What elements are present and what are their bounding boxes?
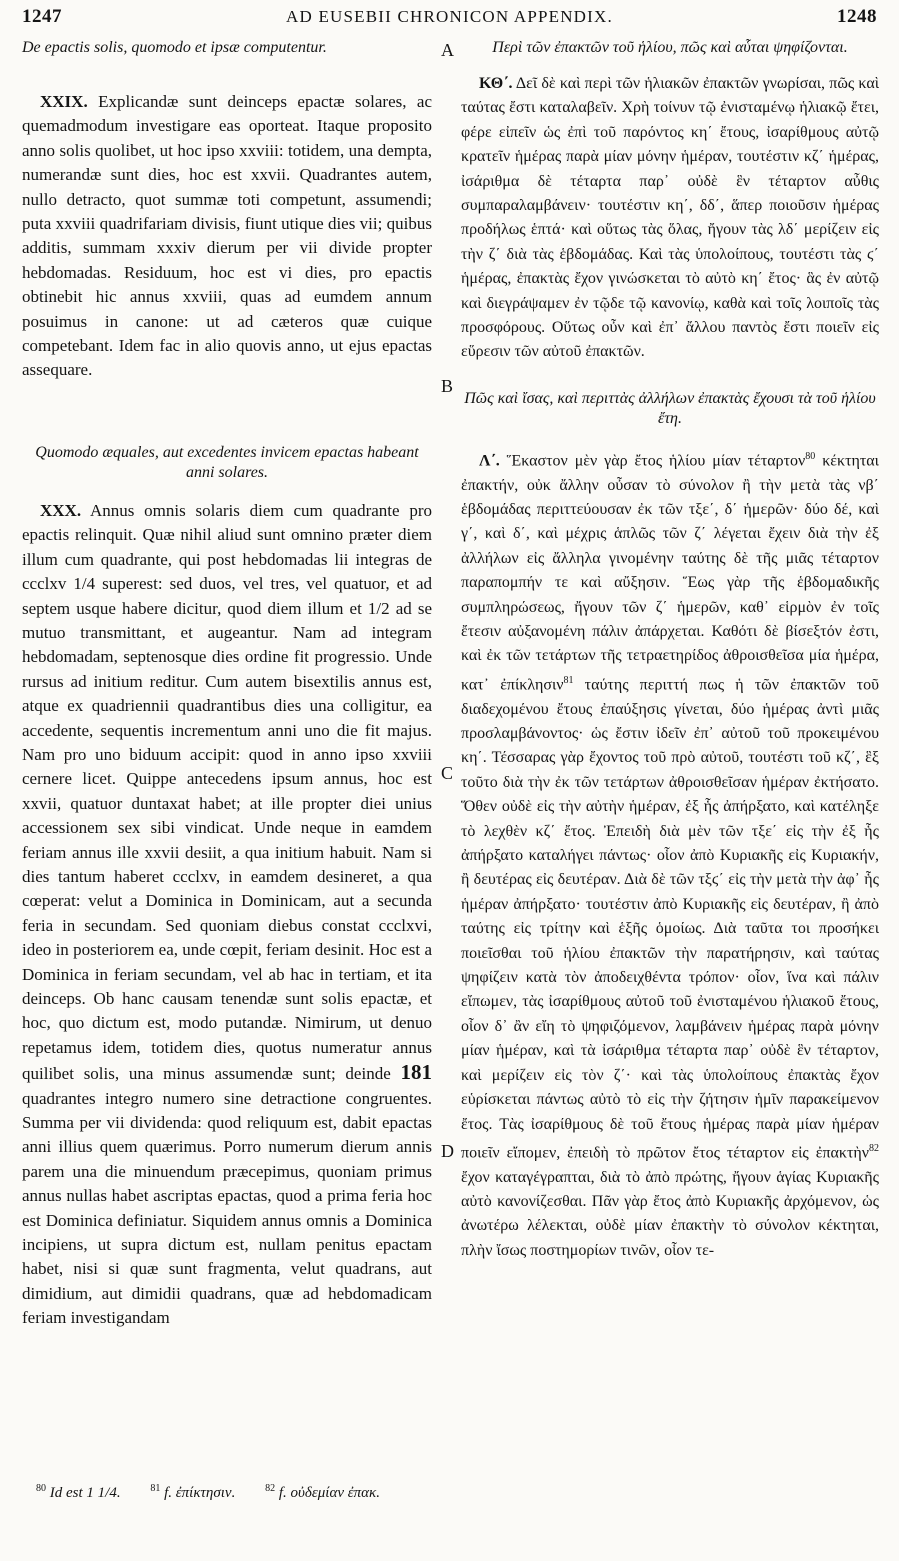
page-number-left: 1247 (22, 6, 62, 27)
footnote-number: 80 (36, 1483, 46, 1494)
latin-paragraph-30 (22, 499, 432, 1331)
paragraph-number: XXX. (40, 500, 82, 520)
paragraph-text: Ἕκαστον μὲν γὰρ ἔτος ἡλίου μίαν τέταρτον (499, 452, 806, 470)
footnote-number: 81 (150, 1483, 161, 1494)
footnote-text: f. οὐδεμίαν ἐπακ. (278, 1485, 380, 1501)
paragraph-text: quadrantes integro numero sine detractione congruentes. Summa per vii dividenda: quod reliquum est, dabit epactas anni illius quem quærimus. Porro numerum dierum annis parem una die minuendum præcepimus, quoniam primus annus nullas habet ascriptas epactas, quod a prima feria hoc est Dominica definiatur. Siquidem annus omnis a Dominica incipiens, ut supra dictum est, nullam penitus epactam habet, nisi si quæ sunt fragmenta, velut quadrans, aut dimidium, aut dimidii quadrans, quæ ad hebdomadicam feriam investigandam (22, 1088, 432, 1328)
footnote-ref-81[interactable]: 81 (563, 674, 574, 686)
footnote-ref-82[interactable]: 82 (869, 1142, 879, 1154)
footnote-ref-80[interactable]: 80 (805, 450, 816, 462)
paragraph-number: Λ΄. (479, 452, 500, 470)
margin-letter-b: B (441, 376, 454, 396)
footnote-81 (150, 1485, 235, 1501)
paragraph-text: ἔχον καταγέγραπται, διὰ τὸ ἀπὸ πρώτης, ἤγουν ἁγίας Κυριακῆς αὐτὸ κανονίζεσθαι. Πᾶν γὰρ ἔτος ἀπὸ Κυριακῆς ἀρχόμενον, ὡς ἀνωτέρω λέλεκται, οὐδὲ μίαν ἐπακτὴν τὸ σύνολον κέκτηται, πλὴν ἴσως ποστημορίων τινῶν, οἷον τε- (461, 1168, 879, 1259)
page-header (22, 6, 877, 36)
margin-letter-a: A (441, 40, 454, 60)
footnote-number: 82 (265, 1483, 276, 1494)
greek-paragraph-29 (461, 72, 879, 365)
paragraph-text: Δεῖ δὲ καὶ περὶ τῶν ἡλιακῶν ἐπακτῶν γνωρίσαι, πῶς καὶ ταύτας ἔστι καταλαβεῖν. Χρὴ τοίνυν τῷ ἐνισταμένῳ ἡλιακῷ ἔτει, φέρε εἰπεῖν ὡς ἐπὶ τοῦ παρόντος κη΄ ἔτους, ἰσαρίθμους αὐτῷ κρατεῖν ἡμέρας παρὰ μίαν μόνην ἡμέραν, τουτέστιν κζ΄ ἡμέρας, ἰσάριθμα δὲ τέταρτα παρ᾽ οὐδὲ ἓν τέταρτον αὖθις συμπαραλαμβάνειν· τουτέστιν κη΄, δδ΄, ἅπερ ποιοῦσιν ἡμέρας προδήλως ἑπτά· καὶ οὕτως τὰς ὅλας, ἤγουν τὰς λδ΄ μερίζειν εἰς τὴν ζ΄ διὰ τὰς ἑβδομάδας. Καὶ τὰς ὑπολοίπους, τουτέστι τὰς ϛ΄ ἡμέρας, ἐπακτὰς ἔχον γινώσκεται τὸ αὐτὸ κη΄ ἔτος· ἃς ἐν αὐτῷ καὶ διεγράψαμεν ἐν τῷδε τῷ κανονίῳ, καθὰ καὶ τοῖς λοιποῖς τὰς προσφόρους. Οὕτως οὖν καὶ ἐπ᾽ ἄλλου παντὸς ἔστι ποιεῖν εἰς εὕρεσιν τῶν αὐτοῦ ἐπακτῶν. (461, 75, 879, 361)
greek-heading-equal-epacts: Πῶς καὶ ἴσας, καὶ περιττὰς ἀλλήλων ἐπακτὰς ἔχουσι τὰ τοῦ ἡλίου ἔτη. (464, 389, 876, 427)
page-number-right: 1248 (837, 6, 877, 27)
paragraph-number: XXIX. (40, 92, 88, 111)
greek-column (461, 38, 879, 1263)
margin-letter-d: D (441, 1141, 454, 1161)
latin-paragraph-29 (22, 90, 432, 383)
greek-heading-epacts: Περὶ τῶν ἐπακτῶν τοῦ ἡλίου, πῶς καὶ αὗται ψηφίζονται. (492, 39, 848, 56)
paragraph-text: Annus omnis solaris diem cum quadrante pro epactis relinquit. Quæ nihil aliud sunt omnino præter diem illum cum quadrante, qui post hebdomadas lii integras de ccclxv 1/4 superest: sed duos, vel tres, vel quatuor, et ad septem usque habere dicitur, quod diem illum et 1/2 ad se mutuo transmittant, et augeantur. Nam ad integram hebdomadam, septenosque dies ordine fit progressio. Unde rursus ad initium reditur. Cum autem bisextilis annus est, atque ex quadriennii quadrantibus dies una colligitur, ea accedente, sequentis incrementum anni uno die fit majus. Nam pro uno biduum accipit: quod in anno ipso xxviii cernere licet. Quippe antecedens ipsum annus, hoc est xxvii, quatuor duntaxat habet; at ille propter diei unius accessionem sex sibi vindicat. Unde neque in eamdem feriam annus ille xxvii desiit, a qua initium habuit. Nam si dies tantum haberet ccclxv, in eamdem desineret, a qua cœperat: velut a Dominica in Dominicam, aut a secunda feria in secundam. Sed quoniam diebus constat ccclxvi, ideo in posteriorem ea, unde cœpit, feriam desinit. Hoc est a Dominica in feriam secundam, vel ab hac in tertiam, et ita deinceps. Ob hanc causam tenendæ sunt solis epactæ, et hoc, quo dictum est, modo putandæ. Nimirum, ut denuo repetamus idem, totidem dies, quotus numeratur annus quilibet solis, una minus assumendæ sunt; deinde (22, 500, 432, 1084)
latin-heading-epacts: De epactis solis, quomodo et ipsæ computentur. (22, 39, 327, 56)
footnotes (36, 1483, 876, 1502)
greek-paragraph-30 (461, 445, 879, 1263)
latin-column (22, 38, 432, 1331)
paragraph-text: ταύτης περιττή πως ἡ τῶν ἐπακτῶν τοῦ διαδεχομένου ἔτους ἐπαύξησις γίνεται, δύο ἡμέρας ἀντὶ μιᾶς προσλαμβάνοντος· ὡς ἔστιν ἰδεῖν ἐπ᾽ αὐτοῦ τοῦ προκειμένου κη΄. Τέσσαρας γὰρ ἔχοντος τοῦ πρὸ αὐτοῦ, τουτέστι τοῦ κζ΄, ἓξ τοῦτο διὰ τὴν ἐκ τῶν τετάρτων ἀθροισθεῖσαν ἡμέραν ἐκτήσατο. Ὅθεν οὐδὲ εἰς τὴν αὐτὴν ἡμέραν, ἐξ ἧς ἀπήρξατο, καὶ κατέληξε τὸ λεχθὲν κζ΄ ἔτος. Ἐπειδὴ διὰ μὲν τῶν τξε΄ εἰς τὴν ἐξ ἧς ἀπήρξατο καταλήγει πάντως· οἷον ἀπὸ Κυριακῆς εἰς Κυριακήν, ἢ δευτέρας εἰς δευτέραν. Διὰ δὲ τῶν τξϛ΄ εἰς τὴν μετὰ τὴν ἀφ᾽ ἧς ἡμέραν ἀπήρξατο· τουτέστιν ἀπὸ Κυριακῆς εἰς δευτέραν, ἢ ἀπὸ ταύτης εἰς τρίτην καὶ ἑξῆς ὁμοίως. Διὰ ταῦτα τοι προσήκει ποιεῖσθαι τοῦ ἡλίου ἐπακτῶν τὴν παρατήρησιν, καὶ ταύτας ψηφίζειν κατὰ τὸν ἀποδειχθέντα τρόπον· οἷον, ἵνα καὶ πάλιν εἴπωμεν, τὰς ἰσαρίθμους αὐτοῦ τοῦ ἐνισταμένου ἡλιακοῦ ἔτους, οἷον δ᾽ ἂν εἴη τὸ ψηφιζόμενον, λαμβάνειν ἡμέρας παρὰ μόνην μίαν ἡμέραν, καὶ τὰ ἰσάριθμα τέταρτα παρ᾽ οὐδὲ ἓν τέταρτον, καὶ μερίζειν εἰς τὸν ζ΄· καὶ τὰς ὑπολοίπους ἐπακτὰς ἔχον εὑρίσκεται πάντως αὐτὸ τὸ εἰς τὴν ζήτησιν ἡμῖν παρακείμενον ἔτος. Τὰς ἰσαρίθμους δὲ τοῦ ἔτους ἡμέρας παρὰ μίαν ἡμέραν ποιεῖν εἴπομεν, ἐπειδὴ τὸ πρῶτον ἔτος τέταρτον εἰς ἐπακτὴν (461, 676, 880, 1162)
footnote-82 (265, 1485, 380, 1501)
paragraph-text: κέκτηται ἐπακτήν, οὐκ ἄλλην οὖσαν τὸ σύνολον ἢ τὴν μετὰ τὰς νβ΄ ἑβδομάδας περιττεύουσαν ἐκ τῶν τξε΄, δ΄ ἡμερῶν· δύο δέ, καὶ γ΄, καὶ δ΄, καὶ μέχρις ἁπλῶς τῶν ζ΄ λέγεται ἔχειν διὰ τὴν ἐξ ἀλλήλων εἰς ἄλληλα γινομένην ταύτης δὲ τῆς μιᾶς τέταρτον παραπομπήν τε καὶ αὔξησιν. Ἕως γὰρ τῆς ἑβδομαδικῆς συμπληρώσεως, ἤγουν τῶν ζ΄ ἡμερῶν, καθ᾽ εἱρμὸν ἐν τοῖς ἔτεσιν αὐξανομένη πάλιν ἀπάρχεται. Καθότι δὲ βίσεξτόν ἐστι, καὶ ἐκ τῶν τετάρτων τῆς τετραετηρίδος ἀθροισθεῖσα μία ἡμέρα, κατ᾽ ἐπίκλησιν (461, 452, 879, 694)
paragraph-number: ΚΘ΄. (479, 75, 513, 92)
running-title: AD EUSEBII CHRONICON APPENDIX. (286, 7, 613, 26)
footnote-text: f. ἐπίκτησιν. (164, 1485, 236, 1501)
footnote-80 (36, 1485, 121, 1501)
paragraph-text: Explicandæ sunt deinceps epactæ solares, ac quemadmodum investigare eas oporteat. Itaque proposito anno solis quolibet, ut hoc ipso xxviii: totidem, una dempta, numerandæ sunt dies, hoc est xxvii. Quadrantes autem, nullo detracto, quot summæ toti competunt, assumendi; puta xxviii quadrifariam divisis, fiunt utique dies vii; quibus additis, summam xxxiv dierum per vii divide propter hebdomadas. Residuum, hoc est vi dies, pro epactis obtinebit hic annus xxviii, quas ad eumdem annum posuimus in canone: ut ad cæteros quæ cuique competebant. Idem fac in alio quovis anno, ut ejus epactas assequare. (22, 92, 432, 380)
column-number-181: 181 (400, 1060, 432, 1085)
margin-letter-c: C (441, 763, 454, 783)
footnote-text: Id est 1 1/4. (49, 1485, 121, 1501)
latin-heading-equal-epacts: Quomodo æquales, aut excedentes invicem epactas habeant anni solares. (35, 443, 419, 481)
